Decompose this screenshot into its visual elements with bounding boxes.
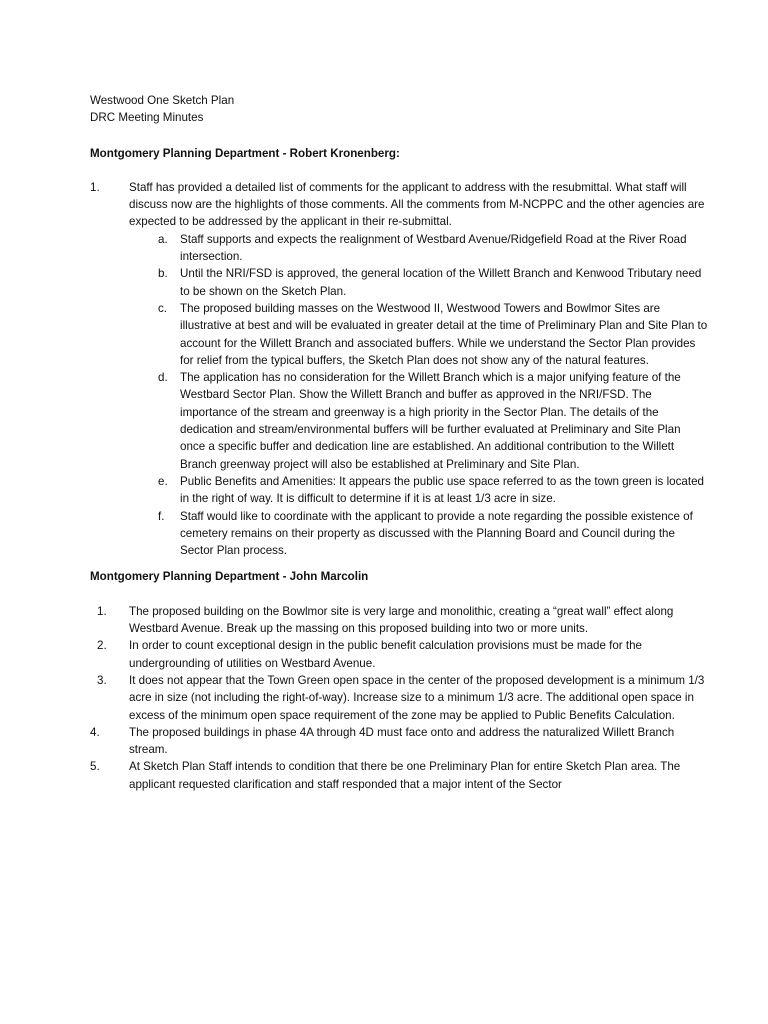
sub-list [129,231,708,560]
sub-item-letter: d. [158,371,168,385]
sub-list-item [129,300,708,369]
list-item [90,724,708,759]
document-header [90,92,708,127]
section-heading: Montgomery Planning Department - John Marcolin [90,570,369,584]
section-marcolin [90,568,708,793]
sub-list-item [129,473,708,508]
item-number: 4. [90,725,100,739]
sub-item-text: The proposed building masses on the Westwood II, Westwood Towers and Bowlmor Sites are illustrative at best and will be evaluated in greater detail at the time of Preliminary Plan and Site Plan to account for the Willett Branch and associated buffers. While we understand the Sector Plan provides for relief from the typical buffers, the Sketch Plan does not show any of the natural features. [180,301,708,367]
item-text: At Sketch Plan Staff intends to condition that there be one Preliminary Plan for entire Sketch Plan area. The applicant requested clarification and staff responded that a major intent of the Sector [129,760,681,791]
sub-item-letter: f. [158,509,165,523]
item-text: It does not appear that the Town Green open space in the center of the proposed development is a minimum 1/3 acre in size (not including the right-of-way). Increase size to a minimum 1/3 acre. The additional open space in excess of the minimum open space requirement of the zone may be applied to Public Benefits Calculation. [129,673,705,722]
list-item [90,637,708,672]
sub-item-text: Until the NRI/FSD is approved, the general location of the Willett Branch and Kenwood Tributary need to be shown on the Sketch Plan. [180,267,702,298]
sub-item-letter: c. [158,301,168,315]
item-text: The proposed building on the Bowlmor site is very large and monolithic, creating a “great wall” effect along Westbard Avenue. Break up the massing on this proposed building into two or more units. [129,604,674,636]
item-number: 3. [97,673,107,687]
sub-item-text: The application has no consideration for the Willett Branch which is a major unifying feature of the Westbard Sector Plan. Show the Willett Branch and buffer as approved in the NRI/FSD. The importance of the stream and greenway is a high priority in the Sector Plan. The details of the dedication and stream/environmental buffers will be further evaluated at Preliminary and Site Plan once a specific buffer and dedication line are established. An additional contribution to the Willett Branch greenway project will also be established at Preliminary and Site Plan. [180,371,681,471]
list-item [90,603,708,638]
section-heading: Montgomery Planning Department - Robert Kronenberg: [90,146,400,160]
sub-list-item [129,508,708,560]
item-number: 2. [97,639,107,653]
sub-list-item [129,265,708,300]
sub-item-text: Staff would like to coordinate with the applicant to provide a note regarding the possible existence of cemetery remains on their property as discussed with the Planning Board and Council during the Sector Plan process. [180,509,693,558]
item-text: In order to count exceptional design in the public benefit calculation provisions must be made for the undergrounding of utilities on Westbard Avenue. [129,639,643,670]
item-number: 1. [97,604,107,618]
sub-list-item [129,231,708,266]
sub-item-letter: e. [158,474,168,488]
sub-item-letter: b. [158,267,168,281]
section-kronenberg [90,145,708,560]
item-number: 1. [90,180,100,194]
sub-item-text: Staff supports and expects the realignment of Westbard Avenue/Ridgefield Road at the River Road intersection. [180,232,687,264]
sub-list-item [129,369,708,473]
document-subtitle: DRC Meeting Minutes [90,111,204,125]
document-title: Westwood One Sketch Plan [90,94,235,107]
sub-item-letter: a. [158,232,168,246]
item-text: Staff has provided a detailed list of comments for the applicant to address with the resubmittal. What staff will discuss now are the highlights of those comments. All the comments from M-NCPPC and the other agencies are expected to be addressed by the applicant in their re-submittal. [129,180,705,229]
item-text: The proposed buildings in phase 4A through 4D must face onto and address the naturalized Willett Branch stream. [129,725,675,757]
list-item [90,758,708,793]
list-item [90,179,708,560]
sub-item-text: Public Benefits and Amenities: It appears the public use space referred to as the town green is located in the right of way. It is difficult to determine if it is at least 1/3 acre in size. [180,474,704,506]
list-item [90,672,708,724]
item-number: 5. [90,760,100,774]
